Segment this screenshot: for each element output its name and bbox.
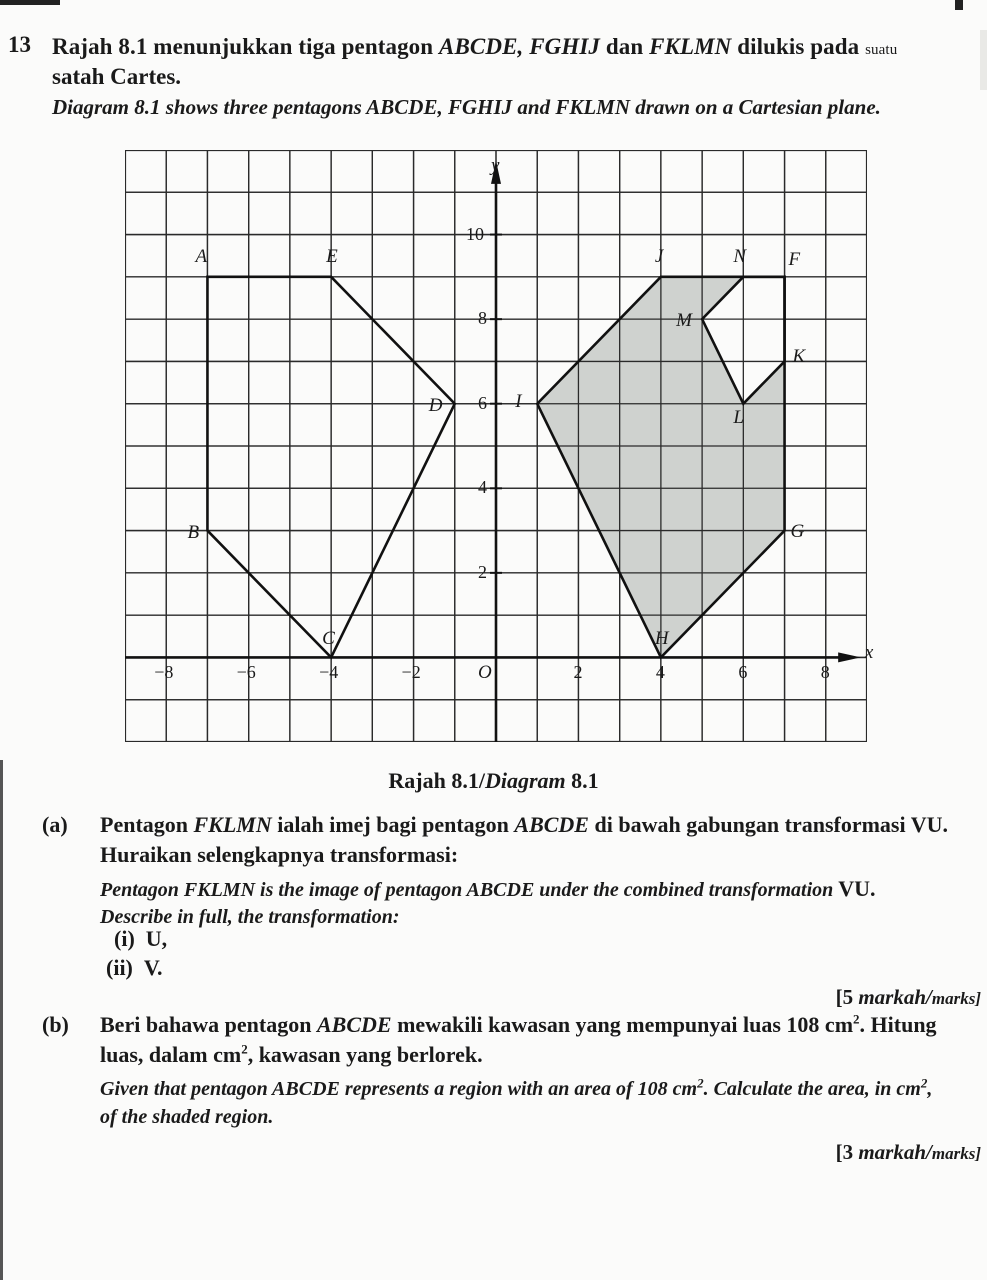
question-number: 13 (8, 32, 31, 57)
item-label: (i) (114, 926, 135, 951)
part-a-item-ii (106, 953, 162, 983)
vertex-label-l: L (733, 406, 744, 428)
question-intro-malay (52, 32, 897, 65)
part-b-malay-line2 (100, 1040, 483, 1070)
part-a-label: (a) (42, 812, 68, 837)
y-tick-label: 4 (478, 477, 487, 498)
caption-english: Diagram (484, 768, 566, 793)
caption-number: 8.1 (565, 768, 599, 793)
pentagon-name: FKLMN (649, 34, 732, 59)
vertex-label-n: N (733, 245, 747, 267)
vertex-label-h: H (654, 628, 669, 650)
transformation-vu: VU. (838, 876, 876, 901)
x-tick-label: 6 (738, 662, 748, 683)
part-a-english-line1 (100, 874, 876, 905)
part-a-english-line2: Describe in full, the transformation: (100, 906, 400, 928)
origin-label: O (478, 662, 492, 684)
marks-english: marks] (931, 1144, 981, 1163)
part-b-marks (836, 1140, 981, 1165)
part-b-label: (b) (42, 1012, 69, 1037)
pentagon-names: ABCDE, FGHIJ (439, 34, 600, 59)
text: , (927, 1078, 933, 1100)
y-tick-label: 6 (478, 392, 487, 413)
text: Beri bahawa pentagon (100, 1012, 317, 1037)
text: di bawah gabungan transformasi VU. (588, 812, 948, 837)
y-tick-label: 2 (478, 561, 487, 582)
x-tick-label: −2 (401, 662, 421, 683)
part-a-malay-line1 (100, 810, 948, 840)
x-tick-label: −8 (154, 662, 174, 683)
diagram-caption (0, 768, 987, 794)
scanned-page-top-edge (0, 0, 987, 8)
cartesian-diagram (125, 150, 874, 742)
scan-shadow (980, 30, 987, 90)
superscript: 2 (697, 1075, 704, 1091)
text: Given that pentagon ABCDE represents a region with an area of 108 cm (100, 1078, 698, 1100)
intro-text: dilukis pada (731, 34, 866, 59)
cartesian-plane-svg (125, 150, 867, 742)
vertex-label-m: M (676, 310, 692, 332)
superscript: 2 (853, 1011, 860, 1027)
text: luas, dalam cm (100, 1042, 242, 1067)
text: . Hitung (859, 1012, 937, 1037)
vertex-label-j: J (654, 245, 664, 267)
superscript: 2 (241, 1041, 248, 1057)
text: Pentagon FKLMN is the image of pentagon ABCDE under the combined transformation (100, 879, 839, 901)
vertex-label-a: A (195, 245, 208, 267)
vertex-label-b: B (187, 521, 200, 543)
question-intro-english: Diagram 8.1 shows three pentagons ABCDE, FGHIJ and FKLMN drawn on a Cartesian plane. (52, 95, 881, 119)
pentagon-name: ABCDE (514, 812, 589, 837)
y-axis-label: y (491, 155, 500, 176)
vertex-label-d: D (428, 394, 443, 416)
vertex-label-e: E (326, 245, 338, 267)
intro-cut-word: suatu (865, 42, 898, 58)
text: mewakili kawasan yang mempunyai luas 108 cm (391, 1012, 854, 1037)
marks-malay: markah/ (858, 985, 932, 1009)
marks-number: [5 (835, 985, 859, 1009)
y-tick-label: 10 (466, 223, 484, 244)
text: , kawasan yang berlorek. (247, 1042, 483, 1067)
part-b-english-line2: of the shaded region. (100, 1106, 274, 1128)
text: Pentagon (100, 812, 194, 837)
intro-text: Rajah 8.1 menunjukkan tiga pentagon (52, 34, 440, 59)
item-text: U, (145, 926, 168, 951)
intro-text: dan (600, 34, 650, 59)
vertex-label-k: K (792, 346, 806, 368)
text: . Calculate the area, in cm (703, 1078, 921, 1100)
vertex-label-g: G (790, 520, 805, 542)
part-a-malay-line2: Huraikan selengkapnya transformasi: (100, 842, 459, 867)
marks-english: marks] (931, 989, 981, 1008)
x-axis-arrow-icon (838, 652, 861, 662)
x-tick-label: 4 (655, 662, 665, 683)
caption-malay: Rajah 8.1/ (388, 768, 485, 793)
part-b-malay-line1 (100, 1010, 937, 1040)
y-tick-label: 8 (478, 308, 487, 329)
question-intro-malay-line2: satah Cartes. (52, 64, 182, 89)
x-axis-label: x (864, 642, 874, 664)
text: ialah imej bagi pentagon (271, 812, 515, 837)
part-a-item-i (114, 924, 167, 954)
superscript: 2 (920, 1075, 928, 1091)
pentagon-name: FKLMN (193, 812, 272, 837)
item-label: (ii) (106, 955, 133, 980)
item-text: V. (143, 955, 163, 980)
x-tick-label: 2 (573, 662, 583, 683)
marks-malay: markah/ (858, 1140, 932, 1164)
x-tick-label: −6 (236, 662, 256, 683)
vertex-label-f: F (788, 248, 801, 270)
x-tick-label: 8 (820, 662, 830, 683)
vertex-label-i: I (515, 390, 522, 412)
part-a-marks (836, 985, 981, 1010)
part-b-english-line1 (100, 1074, 932, 1104)
vertex-label-c: C (322, 628, 335, 650)
marks-number: [3 (835, 1140, 859, 1164)
scanned-page-left-edge (0, 760, 3, 1280)
pentagon-name: ABCDE (316, 1012, 392, 1037)
x-tick-label: −4 (319, 662, 339, 683)
